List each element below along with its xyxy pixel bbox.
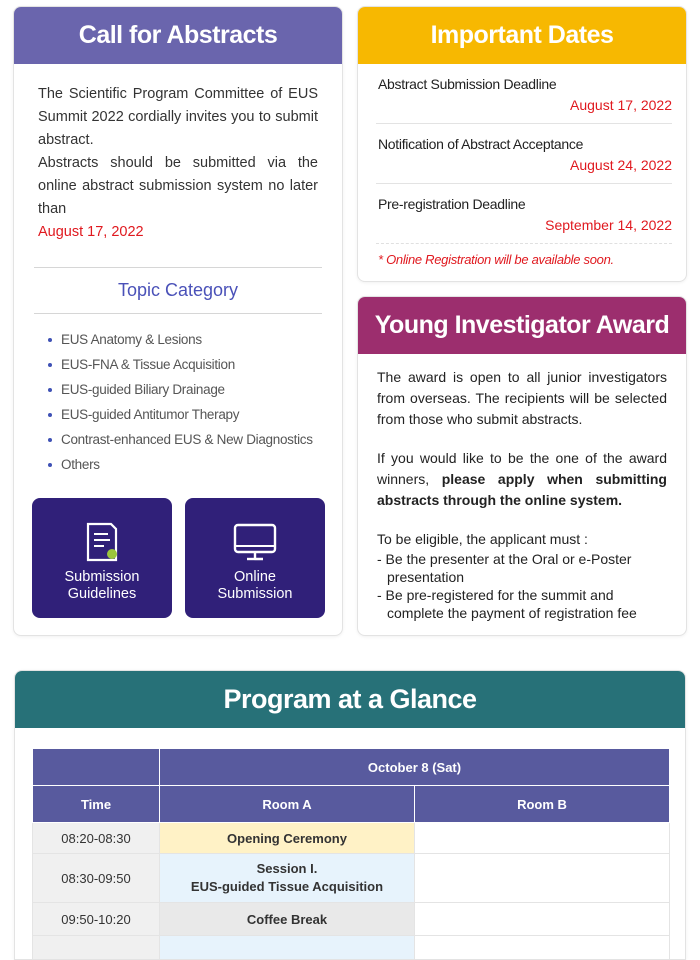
table-row xyxy=(33,903,670,936)
registration-note: * Online Registration will be available soon. xyxy=(378,252,686,267)
topic-item: EUS-guided Antitumor Therapy xyxy=(48,402,342,427)
award-body xyxy=(377,367,667,622)
time-cell xyxy=(33,936,160,960)
empty-cell xyxy=(415,823,670,854)
monitor-icon xyxy=(233,522,277,562)
empty-cell xyxy=(415,903,670,936)
important-dates-card xyxy=(357,6,687,282)
eligibility-intro: To be eligible, the applicant must : xyxy=(377,529,667,550)
date-header: October 8 (Sat) xyxy=(160,749,670,786)
button-line: Submission xyxy=(218,586,293,602)
program-title: Program at a Glance xyxy=(15,671,685,728)
topic-list xyxy=(48,327,342,477)
session-number: Session I. xyxy=(257,861,318,876)
session-title: EUS-guided Tissue Acquisition xyxy=(191,879,383,894)
session-cell xyxy=(160,936,415,960)
session-cell[interactable]: Coffee Break xyxy=(160,903,415,936)
table-row xyxy=(33,854,670,903)
award-apply-text xyxy=(377,448,667,511)
date-label: Abstract Submission Deadline xyxy=(378,76,556,92)
online-submission-label xyxy=(185,569,325,603)
abstract-deadline: August 17, 2022 xyxy=(38,224,144,240)
topic-item: Others xyxy=(48,452,342,477)
room-b-column-header: Room B xyxy=(415,786,670,823)
date-item xyxy=(376,184,672,244)
time-cell: 08:30-09:50 xyxy=(33,854,160,903)
eligibility-criterion: - Be the presenter at the Oral or e-Poster presentation xyxy=(377,550,667,586)
date-value: August 24, 2022 xyxy=(570,157,672,173)
empty-cell xyxy=(415,854,670,903)
young-investigator-award-card xyxy=(357,296,687,636)
award-description: The award is open to all junior investigators from overseas. The recipients will be selected from those who submit abstracts. xyxy=(377,367,667,430)
important-dates-title: Important Dates xyxy=(358,7,686,64)
date-item xyxy=(376,64,672,124)
date-value: September 14, 2022 xyxy=(545,217,672,233)
date-label: Notification of Abstract Acceptance xyxy=(378,136,583,152)
call-for-abstracts-text xyxy=(38,83,318,244)
topic-item: EUS-guided Biliary Drainage xyxy=(48,377,342,402)
time-column-header: Time xyxy=(33,786,160,823)
table-row xyxy=(33,936,670,960)
program-table xyxy=(32,748,670,960)
topic-item: EUS-FNA & Tissue Acquisition xyxy=(48,352,342,377)
apply-emphasis: please apply when submitting abstracts through the online system. xyxy=(377,471,667,508)
call-for-abstracts-card xyxy=(13,6,343,636)
online-submission-button[interactable] xyxy=(185,498,325,618)
session-cell[interactable] xyxy=(160,854,415,903)
empty-cell xyxy=(415,936,670,960)
time-cell: 08:20-08:30 xyxy=(33,823,160,854)
young-investigator-award-title: Young Investigator Award xyxy=(358,297,686,354)
button-line: Guidelines xyxy=(68,586,137,602)
submission-guidelines-button[interactable] xyxy=(32,498,172,618)
room-a-column-header: Room A xyxy=(160,786,415,823)
table-corner-cell xyxy=(33,749,160,786)
date-value: August 17, 2022 xyxy=(570,97,672,113)
topic-item: Contrast-enhanced EUS & New Diagnostics xyxy=(48,427,342,452)
program-at-a-glance-card xyxy=(14,670,686,960)
eligibility-criterion: - Be pre-registered for the summit and complete the payment of registration fee xyxy=(377,586,667,622)
topic-category-heading: Topic Category xyxy=(34,267,322,314)
time-cell: 09:50-10:20 xyxy=(33,903,160,936)
topic-item: EUS Anatomy & Lesions xyxy=(48,327,342,352)
intro-text: The Scientific Program Committee of EUS Summit 2022 cordially invites you to submit abstract. xyxy=(38,86,318,148)
apply-text: If you would like to be the one of the award winners, xyxy=(377,450,667,487)
table-row xyxy=(33,823,670,854)
date-label: Pre-registration Deadline xyxy=(378,196,525,212)
submission-guidelines-label xyxy=(32,569,172,603)
button-line: Online xyxy=(234,569,276,585)
date-item xyxy=(376,124,672,184)
submit-text: Abstracts should be submitted via the online abstract submission system no later than xyxy=(38,155,318,217)
session-cell[interactable]: Opening Ceremony xyxy=(160,823,415,854)
call-for-abstracts-title: Call for Abstracts xyxy=(14,7,342,64)
button-line: Submission xyxy=(65,569,140,585)
document-icon xyxy=(85,522,119,562)
